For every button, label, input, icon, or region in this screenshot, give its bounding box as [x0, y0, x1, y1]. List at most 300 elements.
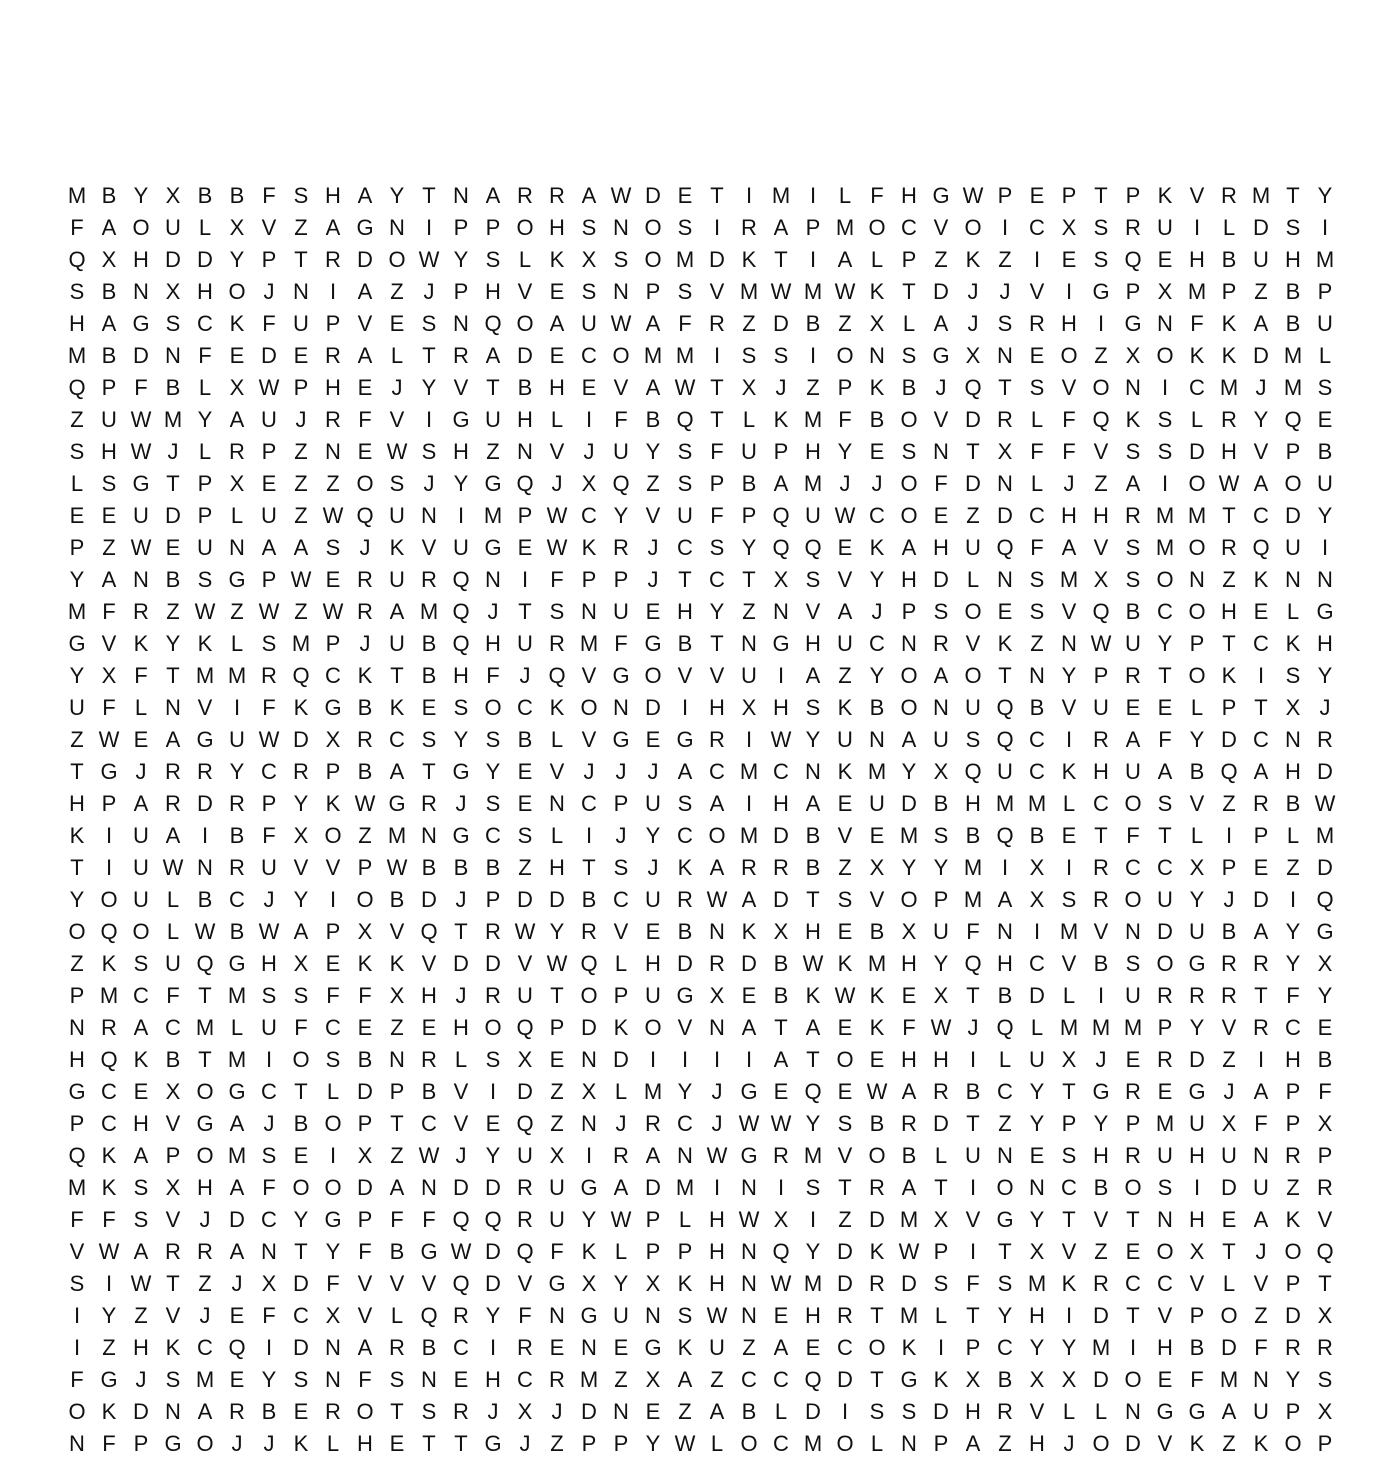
grid-letter[interactable]: L: [230, 631, 244, 656]
grid-letter[interactable]: X: [1221, 1111, 1237, 1136]
grid-letter[interactable]: E: [1317, 407, 1333, 432]
grid-letter[interactable]: Q: [1316, 887, 1334, 912]
grid-letter[interactable]: R: [229, 1399, 245, 1424]
grid-letter[interactable]: F: [486, 663, 500, 688]
grid-letter[interactable]: M: [1091, 1335, 1111, 1360]
grid-letter[interactable]: V: [357, 311, 373, 336]
grid-letter[interactable]: M: [867, 759, 887, 784]
grid-letter[interactable]: P: [1317, 1143, 1333, 1168]
grid-letter[interactable]: Y: [933, 951, 949, 976]
grid-letter[interactable]: U: [261, 503, 277, 528]
grid-letter[interactable]: V: [1029, 1399, 1045, 1424]
grid-letter[interactable]: Y: [453, 247, 469, 272]
grid-letter[interactable]: R: [613, 1143, 629, 1168]
grid-letter[interactable]: C: [581, 343, 597, 368]
grid-letter[interactable]: U: [1157, 215, 1173, 240]
grid-letter[interactable]: R: [1253, 791, 1269, 816]
grid-letter[interactable]: Y: [1061, 1335, 1077, 1360]
grid-letter[interactable]: H: [1093, 759, 1109, 784]
grid-letter[interactable]: C: [677, 1111, 693, 1136]
grid-letter[interactable]: W: [770, 1111, 792, 1136]
grid-letter[interactable]: I: [521, 567, 529, 592]
grid-letter[interactable]: Z: [294, 439, 308, 464]
grid-letter[interactable]: M: [579, 631, 599, 656]
grid-letter[interactable]: B: [229, 823, 245, 848]
grid-letter[interactable]: L: [1286, 599, 1300, 624]
grid-letter[interactable]: Y: [1317, 663, 1333, 688]
grid-letter[interactable]: B: [165, 1047, 181, 1072]
grid-letter[interactable]: G: [580, 1175, 598, 1200]
grid-letter[interactable]: V: [549, 439, 565, 464]
grid-letter[interactable]: U: [1253, 1175, 1269, 1200]
grid-letter[interactable]: B: [741, 1399, 757, 1424]
grid-letter[interactable]: J: [423, 471, 435, 496]
grid-letter[interactable]: D: [1253, 343, 1269, 368]
grid-letter[interactable]: R: [1253, 951, 1269, 976]
grid-letter[interactable]: T: [838, 1175, 852, 1200]
grid-letter[interactable]: W: [610, 311, 632, 336]
grid-letter[interactable]: U: [165, 951, 181, 976]
grid-letter[interactable]: L: [390, 343, 404, 368]
grid-letter[interactable]: L: [966, 567, 980, 592]
grid-letter[interactable]: L: [230, 1015, 244, 1040]
grid-letter[interactable]: R: [197, 1239, 213, 1264]
grid-letter[interactable]: V: [1061, 599, 1077, 624]
grid-letter[interactable]: G: [1124, 311, 1142, 336]
grid-letter[interactable]: A: [645, 375, 661, 400]
grid-letter[interactable]: T: [998, 663, 1012, 688]
grid-letter[interactable]: M: [195, 663, 215, 688]
grid-letter[interactable]: L: [614, 951, 628, 976]
grid-letter[interactable]: D: [933, 1399, 949, 1424]
grid-letter[interactable]: A: [773, 471, 789, 496]
grid-letter[interactable]: T: [294, 247, 308, 272]
grid-letter[interactable]: O: [1124, 1175, 1142, 1200]
grid-letter[interactable]: M: [227, 1143, 247, 1168]
grid-letter[interactable]: B: [773, 983, 789, 1008]
grid-letter[interactable]: H: [421, 983, 437, 1008]
grid-letter[interactable]: N: [389, 1047, 405, 1072]
grid-letter[interactable]: L: [390, 1303, 404, 1328]
grid-letter[interactable]: S: [1029, 375, 1045, 400]
grid-letter[interactable]: P: [581, 567, 597, 592]
grid-letter[interactable]: D: [709, 247, 725, 272]
grid-letter[interactable]: F: [102, 599, 116, 624]
grid-letter[interactable]: T: [1222, 631, 1236, 656]
grid-letter[interactable]: E: [101, 503, 117, 528]
grid-letter[interactable]: V: [1189, 791, 1205, 816]
grid-letter[interactable]: X: [933, 759, 949, 784]
grid-letter[interactable]: F: [262, 695, 276, 720]
grid-letter[interactable]: B: [389, 887, 405, 912]
grid-letter[interactable]: D: [1317, 855, 1333, 880]
grid-letter[interactable]: P: [133, 1431, 149, 1456]
grid-letter[interactable]: D: [933, 1111, 949, 1136]
grid-letter[interactable]: I: [1129, 1335, 1137, 1360]
grid-letter[interactable]: A: [1157, 759, 1173, 784]
grid-letter[interactable]: S: [901, 439, 917, 464]
grid-letter[interactable]: X: [165, 183, 181, 208]
grid-letter[interactable]: Y: [901, 759, 917, 784]
grid-letter[interactable]: A: [901, 1175, 917, 1200]
grid-letter[interactable]: H: [709, 1239, 725, 1264]
grid-letter[interactable]: A: [165, 727, 181, 752]
grid-letter[interactable]: T: [1126, 1207, 1140, 1232]
grid-letter[interactable]: J: [935, 375, 947, 400]
grid-letter[interactable]: P: [517, 503, 533, 528]
grid-letter[interactable]: S: [805, 695, 821, 720]
grid-letter[interactable]: M: [1027, 791, 1047, 816]
grid-letter[interactable]: Y: [805, 1111, 821, 1136]
grid-letter[interactable]: C: [869, 631, 885, 656]
grid-letter[interactable]: D: [1189, 1047, 1205, 1072]
grid-letter[interactable]: B: [197, 887, 213, 912]
grid-letter[interactable]: T: [422, 759, 436, 784]
grid-letter[interactable]: V: [933, 407, 949, 432]
grid-letter[interactable]: C: [325, 663, 341, 688]
grid-letter[interactable]: N: [549, 1303, 565, 1328]
grid-letter[interactable]: N: [1317, 567, 1333, 592]
grid-letter[interactable]: X: [581, 471, 597, 496]
grid-letter[interactable]: J: [647, 855, 659, 880]
grid-letter[interactable]: T: [294, 1079, 308, 1104]
grid-letter[interactable]: T: [934, 1175, 948, 1200]
grid-letter[interactable]: E: [677, 183, 693, 208]
grid-letter[interactable]: B: [453, 855, 469, 880]
grid-letter[interactable]: N: [261, 1239, 277, 1264]
grid-letter[interactable]: A: [133, 1239, 149, 1264]
grid-letter[interactable]: T: [166, 663, 180, 688]
grid-letter[interactable]: S: [325, 1047, 341, 1072]
grid-letter[interactable]: S: [421, 311, 437, 336]
grid-letter[interactable]: O: [836, 1047, 854, 1072]
grid-letter[interactable]: F: [262, 823, 276, 848]
grid-letter[interactable]: Y: [741, 535, 757, 560]
grid-letter[interactable]: S: [485, 247, 501, 272]
grid-letter[interactable]: A: [389, 759, 405, 784]
grid-letter[interactable]: H: [965, 791, 981, 816]
grid-letter[interactable]: D: [581, 1015, 597, 1040]
grid-letter[interactable]: H: [69, 791, 85, 816]
grid-letter[interactable]: E: [869, 439, 885, 464]
grid-letter[interactable]: B: [997, 1367, 1013, 1392]
grid-letter[interactable]: B: [293, 1111, 309, 1136]
grid-letter[interactable]: H: [549, 855, 565, 880]
grid-letter[interactable]: A: [1221, 1399, 1237, 1424]
grid-letter[interactable]: R: [1253, 1015, 1269, 1040]
grid-letter[interactable]: U: [837, 727, 853, 752]
grid-letter[interactable]: O: [644, 663, 662, 688]
grid-letter[interactable]: Y: [1317, 503, 1333, 528]
grid-letter[interactable]: X: [645, 1367, 661, 1392]
grid-letter[interactable]: H: [1189, 1207, 1205, 1232]
grid-letter[interactable]: Q: [68, 247, 86, 272]
grid-letter[interactable]: Z: [966, 503, 980, 528]
grid-letter[interactable]: A: [357, 279, 373, 304]
grid-letter[interactable]: G: [740, 1079, 758, 1104]
grid-letter[interactable]: A: [613, 1175, 629, 1200]
grid-letter[interactable]: L: [550, 727, 564, 752]
grid-letter[interactable]: Y: [69, 567, 85, 592]
grid-letter[interactable]: T: [518, 599, 532, 624]
grid-letter[interactable]: L: [1062, 791, 1076, 816]
grid-letter[interactable]: A: [293, 919, 309, 944]
grid-letter[interactable]: E: [229, 1303, 245, 1328]
grid-letter[interactable]: P: [261, 247, 277, 272]
grid-letter[interactable]: K: [805, 983, 821, 1008]
grid-letter[interactable]: O: [900, 887, 918, 912]
grid-letter[interactable]: Z: [1094, 471, 1108, 496]
grid-letter[interactable]: U: [677, 503, 693, 528]
grid-letter[interactable]: F: [838, 407, 852, 432]
grid-letter[interactable]: P: [69, 535, 85, 560]
grid-letter[interactable]: V: [1189, 1271, 1205, 1296]
grid-letter[interactable]: U: [1285, 535, 1301, 560]
grid-letter[interactable]: D: [133, 1399, 149, 1424]
grid-letter[interactable]: I: [201, 823, 209, 848]
grid-letter[interactable]: A: [357, 183, 373, 208]
grid-letter[interactable]: K: [1189, 343, 1205, 368]
grid-letter[interactable]: N: [741, 1175, 757, 1200]
grid-letter[interactable]: T: [870, 1303, 884, 1328]
grid-letter[interactable]: F: [614, 407, 628, 432]
grid-letter[interactable]: U: [197, 535, 213, 560]
grid-letter[interactable]: C: [261, 1079, 277, 1104]
grid-letter[interactable]: O: [740, 1431, 758, 1456]
grid-letter[interactable]: F: [262, 1175, 276, 1200]
grid-letter[interactable]: W: [290, 567, 312, 592]
grid-letter[interactable]: K: [389, 535, 405, 560]
grid-letter[interactable]: G: [772, 631, 790, 656]
grid-letter[interactable]: W: [130, 535, 152, 560]
grid-letter[interactable]: S: [741, 343, 757, 368]
grid-letter[interactable]: U: [805, 503, 821, 528]
grid-letter[interactable]: Q: [228, 1335, 246, 1360]
grid-letter[interactable]: C: [613, 887, 629, 912]
grid-letter[interactable]: Y: [133, 183, 149, 208]
grid-letter[interactable]: S: [677, 279, 693, 304]
grid-letter[interactable]: U: [261, 1015, 277, 1040]
grid-letter[interactable]: R: [229, 855, 245, 880]
grid-letter[interactable]: L: [198, 439, 212, 464]
grid-letter[interactable]: N: [1157, 1207, 1173, 1232]
grid-letter[interactable]: H: [1285, 1047, 1301, 1072]
grid-letter[interactable]: R: [325, 247, 341, 272]
grid-letter[interactable]: K: [101, 1143, 117, 1168]
grid-letter[interactable]: R: [229, 439, 245, 464]
grid-letter[interactable]: C: [1253, 503, 1269, 528]
grid-letter[interactable]: A: [165, 823, 181, 848]
grid-letter[interactable]: R: [1285, 1335, 1301, 1360]
grid-letter[interactable]: H: [933, 535, 949, 560]
grid-letter[interactable]: H: [261, 951, 277, 976]
grid-letter[interactable]: Z: [806, 375, 820, 400]
grid-letter[interactable]: S: [837, 1111, 853, 1136]
grid-letter[interactable]: U: [837, 631, 853, 656]
grid-letter[interactable]: A: [677, 759, 693, 784]
grid-letter[interactable]: O: [1060, 343, 1078, 368]
grid-letter[interactable]: J: [455, 983, 467, 1008]
grid-letter[interactable]: J: [231, 1271, 243, 1296]
grid-letter[interactable]: P: [101, 791, 117, 816]
grid-letter[interactable]: L: [838, 183, 852, 208]
grid-letter[interactable]: O: [1156, 567, 1174, 592]
grid-letter[interactable]: T: [902, 279, 916, 304]
grid-letter[interactable]: D: [1221, 727, 1237, 752]
grid-letter[interactable]: L: [998, 1047, 1012, 1072]
grid-letter[interactable]: D: [1285, 1303, 1301, 1328]
grid-letter[interactable]: Z: [1094, 1239, 1108, 1264]
grid-letter[interactable]: M: [739, 759, 759, 784]
grid-letter[interactable]: K: [549, 695, 565, 720]
grid-letter[interactable]: Z: [230, 599, 244, 624]
grid-letter[interactable]: Y: [1317, 183, 1333, 208]
grid-letter[interactable]: R: [485, 919, 501, 944]
grid-letter[interactable]: H: [677, 599, 693, 624]
grid-letter[interactable]: R: [1317, 1335, 1333, 1360]
grid-letter[interactable]: Z: [550, 1111, 564, 1136]
grid-letter[interactable]: A: [837, 247, 853, 272]
grid-letter[interactable]: Y: [1029, 1111, 1045, 1136]
grid-letter[interactable]: H: [901, 567, 917, 592]
grid-letter[interactable]: C: [197, 1335, 213, 1360]
grid-letter[interactable]: U: [293, 311, 309, 336]
grid-letter[interactable]: Z: [390, 279, 404, 304]
grid-letter[interactable]: X: [773, 919, 789, 944]
grid-letter[interactable]: D: [485, 1239, 501, 1264]
grid-letter[interactable]: Q: [100, 1047, 118, 1072]
grid-letter[interactable]: R: [837, 1303, 853, 1328]
grid-letter[interactable]: Z: [934, 247, 948, 272]
grid-letter[interactable]: M: [803, 1143, 823, 1168]
grid-letter[interactable]: A: [805, 1015, 821, 1040]
grid-letter[interactable]: N: [69, 1015, 85, 1040]
grid-letter[interactable]: U: [1253, 247, 1269, 272]
grid-letter[interactable]: U: [133, 823, 149, 848]
grid-letter[interactable]: S: [805, 1175, 821, 1200]
grid-letter[interactable]: P: [261, 567, 277, 592]
grid-letter[interactable]: B: [421, 1335, 437, 1360]
grid-letter[interactable]: N: [197, 855, 213, 880]
grid-letter[interactable]: Q: [452, 631, 470, 656]
grid-letter[interactable]: E: [1157, 1079, 1173, 1104]
grid-letter[interactable]: Y: [645, 823, 661, 848]
grid-letter[interactable]: E: [261, 471, 277, 496]
grid-letter[interactable]: F: [1286, 983, 1300, 1008]
grid-letter[interactable]: C: [997, 1335, 1013, 1360]
grid-letter[interactable]: M: [195, 1015, 215, 1040]
grid-letter[interactable]: W: [834, 983, 856, 1008]
grid-letter[interactable]: A: [1253, 1079, 1269, 1104]
grid-letter[interactable]: Z: [294, 215, 308, 240]
grid-letter[interactable]: Z: [390, 1143, 404, 1168]
grid-letter[interactable]: O: [900, 503, 918, 528]
grid-letter[interactable]: M: [1187, 503, 1207, 528]
grid-letter[interactable]: V: [517, 1271, 533, 1296]
grid-letter[interactable]: I: [649, 1047, 657, 1072]
grid-letter[interactable]: W: [898, 1239, 920, 1264]
grid-letter[interactable]: X: [1285, 695, 1301, 720]
grid-letter[interactable]: R: [325, 343, 341, 368]
grid-letter[interactable]: Y: [165, 631, 181, 656]
grid-letter[interactable]: J: [775, 375, 787, 400]
grid-letter[interactable]: X: [229, 471, 245, 496]
grid-letter[interactable]: Q: [772, 503, 790, 528]
grid-letter[interactable]: K: [229, 311, 245, 336]
grid-letter[interactable]: E: [549, 1047, 565, 1072]
grid-letter[interactable]: A: [261, 535, 277, 560]
grid-letter[interactable]: D: [901, 1271, 917, 1296]
grid-letter[interactable]: P: [1317, 1431, 1333, 1456]
grid-letter[interactable]: R: [1317, 727, 1333, 752]
grid-letter[interactable]: N: [997, 343, 1013, 368]
grid-letter[interactable]: I: [777, 1175, 785, 1200]
grid-letter[interactable]: C: [485, 823, 501, 848]
grid-letter[interactable]: J: [199, 1303, 211, 1328]
grid-letter[interactable]: C: [453, 1335, 469, 1360]
grid-letter[interactable]: R: [517, 1175, 533, 1200]
grid-letter[interactable]: S: [1157, 791, 1173, 816]
grid-letter[interactable]: S: [1093, 215, 1109, 240]
grid-letter[interactable]: L: [326, 1079, 340, 1104]
grid-letter[interactable]: H: [1061, 503, 1077, 528]
grid-letter[interactable]: T: [582, 855, 596, 880]
grid-letter[interactable]: J: [1063, 471, 1075, 496]
grid-letter[interactable]: E: [869, 1047, 885, 1072]
grid-letter[interactable]: U: [933, 727, 949, 752]
grid-letter[interactable]: J: [1223, 1079, 1235, 1104]
grid-letter[interactable]: S: [485, 791, 501, 816]
grid-letter[interactable]: Z: [326, 471, 340, 496]
grid-letter[interactable]: P: [357, 1111, 373, 1136]
grid-letter[interactable]: N: [613, 695, 629, 720]
grid-letter[interactable]: O: [1124, 1367, 1142, 1392]
grid-letter[interactable]: R: [133, 599, 149, 624]
grid-letter[interactable]: P: [389, 1079, 405, 1104]
grid-letter[interactable]: Q: [964, 375, 982, 400]
grid-letter[interactable]: F: [1190, 311, 1204, 336]
grid-letter[interactable]: A: [773, 1335, 789, 1360]
grid-letter[interactable]: Y: [805, 1239, 821, 1264]
grid-letter[interactable]: R: [549, 183, 565, 208]
grid-letter[interactable]: W: [706, 887, 728, 912]
grid-letter[interactable]: I: [809, 1207, 817, 1232]
grid-letter[interactable]: I: [745, 1047, 753, 1072]
grid-letter[interactable]: D: [293, 1271, 309, 1296]
grid-letter[interactable]: E: [613, 1335, 629, 1360]
grid-letter[interactable]: B: [581, 887, 597, 912]
grid-letter[interactable]: Z: [102, 1335, 116, 1360]
grid-letter[interactable]: W: [834, 503, 856, 528]
grid-letter[interactable]: E: [69, 503, 85, 528]
grid-letter[interactable]: H: [805, 919, 821, 944]
grid-letter[interactable]: X: [293, 823, 309, 848]
grid-letter[interactable]: T: [1158, 663, 1172, 688]
grid-letter[interactable]: D: [805, 1399, 821, 1424]
grid-letter[interactable]: X: [1029, 887, 1045, 912]
grid-letter[interactable]: A: [485, 183, 501, 208]
grid-letter[interactable]: L: [166, 919, 180, 944]
grid-letter[interactable]: H: [453, 663, 469, 688]
grid-letter[interactable]: M: [771, 183, 791, 208]
grid-letter[interactable]: D: [677, 951, 693, 976]
grid-letter[interactable]: O: [836, 343, 854, 368]
grid-letter[interactable]: Y: [1253, 407, 1269, 432]
grid-letter[interactable]: D: [197, 791, 213, 816]
grid-letter[interactable]: B: [1221, 919, 1237, 944]
grid-letter[interactable]: D: [517, 887, 533, 912]
grid-letter[interactable]: I: [713, 1047, 721, 1072]
